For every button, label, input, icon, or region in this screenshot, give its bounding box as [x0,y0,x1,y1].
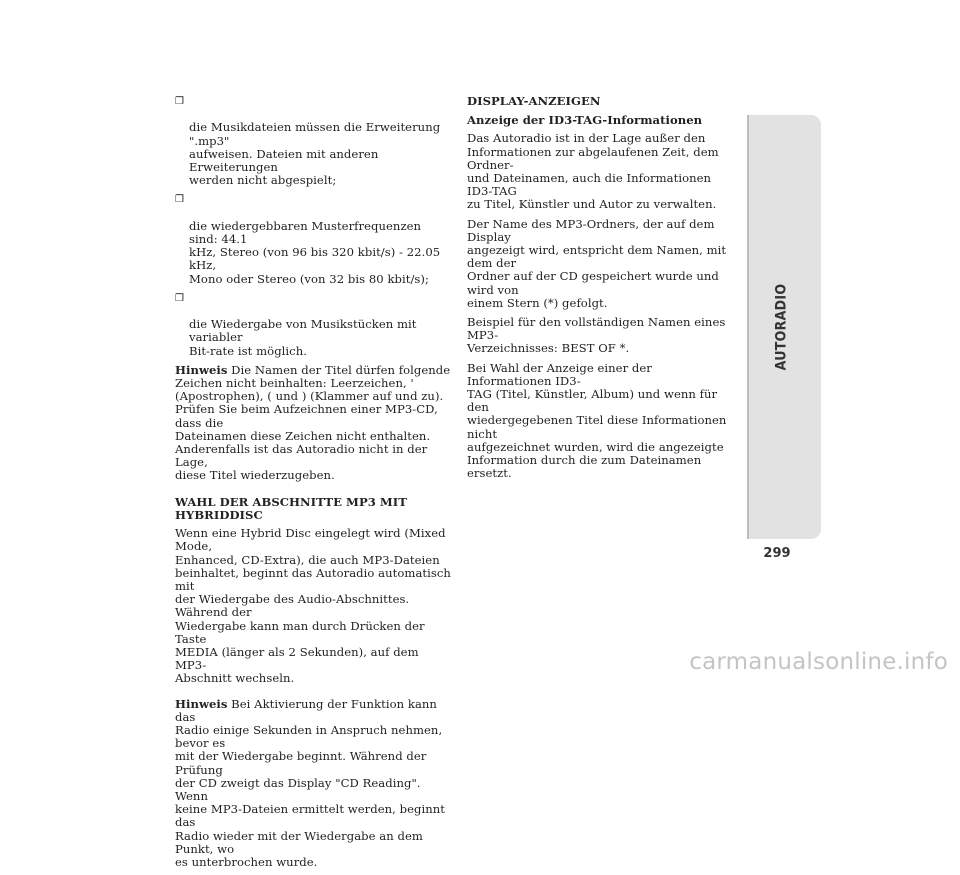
list-item [175,193,453,285]
list-item [175,292,453,358]
list-item-text: die Wiedergabe von Musikstücken mit variabler Bit-rate ist möglich. [189,317,417,358]
note-text: Die Namen der Titel dürfen folgende Zeichen nicht beinhalten: Leerzeichen, ' (Apostrophen), ( und ) (Klammer auf und zu). Prüfen Sie beim Aufzeichnen einer MP3-CD, dass die Dateinamen diese Zeichen nicht enthalten. Anderenfalls ist das Autoradio nicht in der Lage, diese Titel wiederzugeben. [175,362,451,483]
section-heading: DISPLAY-ANZEIGEN [467,94,601,108]
note-text: Bei Aktivierung der Funktion kann das Radio einige Sekunden in Anspruch nehmen, bevor es mit der Wiedergabe beginnt. Während der Prüfung der CD zweigt das Display "CD Reading". Wenn keine MP3-Dateien ermittelt werden, beginnt das Radio wieder mit der Wiedergabe an dem Punkt, wo es unterbrochen wurde. [175,696,445,869]
subsection-heading: Anzeige der ID3-TAG-Informationen [467,113,703,128]
section-heading: WAHL DER ABSCHNITTE MP3 MIT HYBRIDDISC [175,494,407,522]
right-column [467,95,739,486]
note-label: Hinweis [175,362,228,377]
list-item [175,95,453,187]
note-paragraph [175,364,453,483]
body-paragraph: Das Autoradio ist in der Lage außer den Informationen zur abgelaufenen Zeit, dem Ordner- und Dateinamen, auch die Informationen ID3-TAG zu Titel, Künstler und Autor zu verwalten. [467,131,719,212]
checkbox-bullet-icon: ❒ [175,194,185,206]
section-tab [771,272,791,382]
page-number: 299 [763,546,791,561]
note-label: Hinweis [175,696,228,711]
checkbox-bullet-icon: ❒ [175,96,185,107]
section-label: AUTORADIO [773,283,789,371]
body-paragraph: Wenn eine Hybrid Disc eingelegt wird (Mixed Mode, Enhanced, CD-Extra), die auch MP3-Dateien beinhaltet, beginnt das Autoradio automatisch mit der Wiedergabe des Audio-Abschnittes. Während der Wiedergabe kann man durch Drücken der Taste MEDIA (länger als 2 Sekunden), auf dem MP3- Abschnitt wechseln. [175,526,451,686]
checkbox-bullet-icon: ❒ [175,292,185,304]
left-column [175,95,453,875]
sidebar-edge-line [747,115,749,539]
note-paragraph [175,698,453,870]
list-item-text: die Musikdateien müssen die Erweiterung ".mp3" aufweisen. Dateien mit anderen Erweiterungen werden nicht abgespielt; [189,120,441,188]
body-paragraph: Bei Wahl der Anzeige einer der Informationen ID3- TAG (Titel, Künstler, Album) und wenn für den wiedergegebenen Titel diese Informationen nicht aufgezeichnet wurden, wird die angezeigte Information durch die zum Dateinamen ersetzt. [467,360,727,481]
body-paragraph: Beispiel für den vollständigen Namen eines MP3- Verzeichnisses: BEST OF *. [467,315,726,356]
list-item-text: die wiedergebbaren Musterfrequenzen sind: 44.1 kHz, Stereo (von 96 bis 320 kbit/s) - 22.05 kHz, Mono oder Stereo (von 32 bis 80 kbit/s); [189,218,441,286]
watermark: carmanualsonline.info [689,649,948,675]
body-paragraph: Der Name des MP3-Ordners, der auf dem Display angezeigt wird, entspricht dem Namen, mit dem der Ordner auf der CD gespeichert wurde und wird von einem Stern (*) gefolgt. [467,216,727,310]
